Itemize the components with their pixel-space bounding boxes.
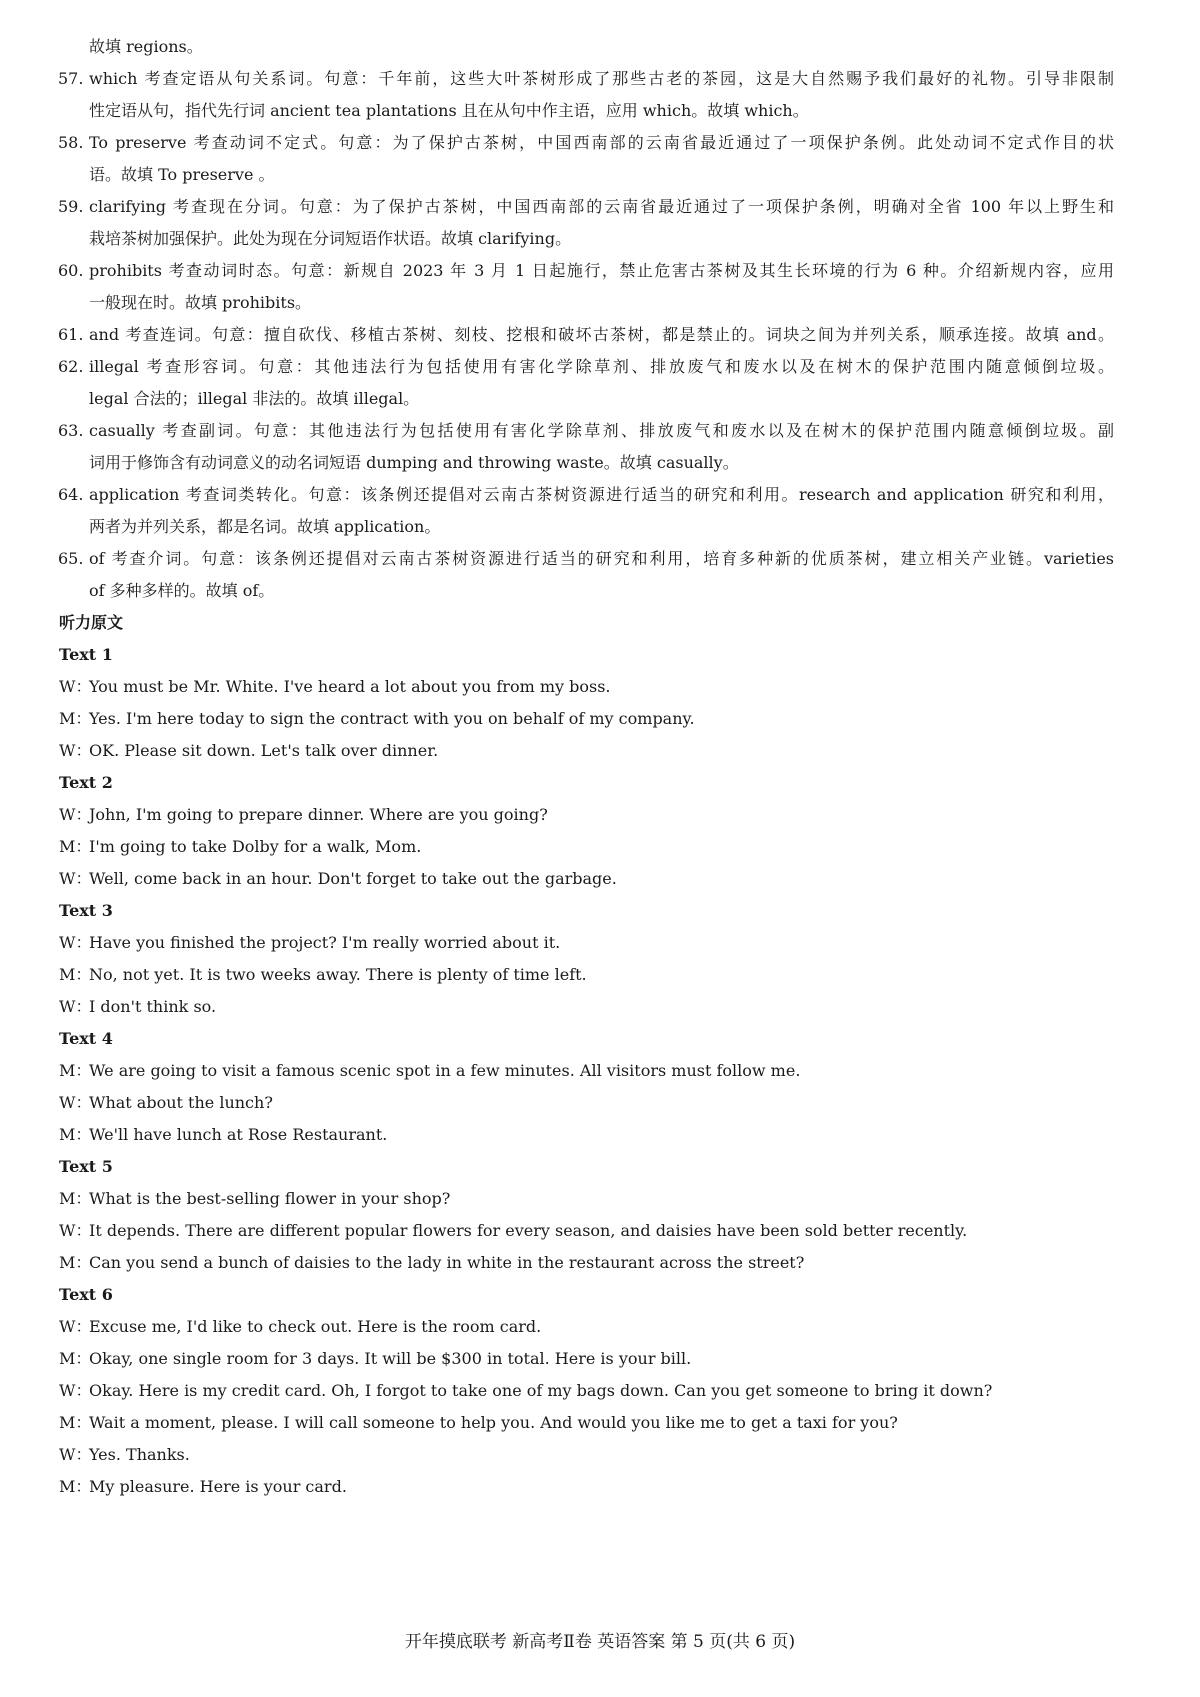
answer-text: prohibits 考查动词时态。句意：新规自 2023 年 3 月 1 日起施行，禁止危害古茶树及其生长环境的行为 6 种。介绍新规内容，应用 [89,261,1114,280]
speaker-label: W： [59,1221,92,1240]
dialogue-text: Okay. Here is my credit card. Oh, I forgot to take one of my bags down. Can you get someone to bring it down? [89,1381,993,1400]
speaker-label: M： [59,837,92,856]
text-2-title-row [0,766,1200,800]
dialogue-line [0,670,1200,704]
dialogue-line [0,1118,1200,1152]
answer-text: 语。故填 To preserve 。 [89,165,275,184]
dialogue-line [0,1470,1200,1504]
answer-item-60-cont [0,286,1200,320]
answer-item-62 [0,350,1200,384]
speaker-label: W： [59,1445,92,1464]
text-title: Text 2 [59,773,113,792]
dialogue-text: Well, come back in an hour. Don't forget to take out the garbage. [89,869,617,888]
dialogue-line [0,1182,1200,1216]
answer-continuation [0,30,1200,64]
text-title: Text 5 [59,1157,113,1176]
answer-item-63 [0,414,1200,448]
dialogue-line [0,862,1200,896]
speaker-label: M： [59,965,92,984]
dialogue-line [0,1310,1200,1344]
dialogue-text: OK. Please sit down. Let's talk over dinner. [89,741,439,760]
answer-item-58 [0,126,1200,160]
speaker-label: M： [59,1253,92,1272]
dialogue-line [0,702,1200,736]
speaker-label: W： [59,933,92,952]
answer-item-58-cont [0,158,1200,192]
answer-text: legal 合法的；illegal 非法的。故填 illegal。 [89,389,420,408]
answer-text: 词用于修饰含有动词意义的动名词短语 dumping and throwing waste。故填 casually。 [89,453,739,472]
speaker-label: W： [59,997,92,1016]
answer-text: of 多种多样的。故填 of。 [89,581,275,600]
dialogue-text: No, not yet. It is two weeks away. There is plenty of time left. [89,965,587,984]
dialogue-text: We are going to visit a famous scenic spot in a few minutes. All visitors must follow me. [89,1061,801,1080]
item-number: 58. [58,133,84,152]
dialogue-line [0,958,1200,992]
dialogue-text: Okay, one single room for 3 days. It will be $300 in total. Here is your bill. [89,1349,692,1368]
item-number: 64. [58,485,84,504]
dialogue-text: Yes. Thanks. [89,1445,190,1464]
listening-section [0,606,1200,640]
answer-item-63-cont [0,446,1200,480]
answer-text: clarifying 考查现在分词。句意：为了保护古茶树，中国西南部的云南省最近通过了一项保护条例，明确对全省 100 年以上野生和 [89,197,1114,216]
dialogue-line [0,1438,1200,1472]
item-number: 65. [58,549,84,568]
item-number: 57. [58,69,84,88]
speaker-label: M： [59,1349,92,1368]
dialogue-text: We'll have lunch at Rose Restaurant. [89,1125,388,1144]
answer-text: and 考查连词。句意：擅自砍伐、移植古茶树、刻枝、挖根和破坏古茶树，都是禁止的。词块之间为并列关系，顺承连接。故填 and。 [89,325,1114,344]
dialogue-line [0,1374,1200,1408]
text-6-title-row [0,1278,1200,1312]
answer-item-61 [0,318,1200,352]
item-number: 60. [58,261,84,280]
text-title: Text 1 [59,645,113,664]
speaker-label: M： [59,709,92,728]
text-title: Text 3 [59,901,113,920]
dialogue-text: My pleasure. Here is your card. [89,1477,347,1496]
answer-item-62-cont [0,382,1200,416]
section-title: 听力原文 [59,613,124,632]
dialogue-text: Wait a moment, please. I will call someone to help you. And would you like me to get a taxi for you? [89,1413,898,1432]
answer-text: To preserve 考查动词不定式。句意：为了保护古茶树，中国西南部的云南省最近通过了一项保护条例。此处动词不定式作目的状 [89,133,1114,152]
text-4-title-row [0,1022,1200,1056]
dialogue-text: Can you send a bunch of daisies to the lady in white in the restaurant across the street? [89,1253,805,1272]
text-3-title-row [0,894,1200,928]
dialogue-text: Yes. I'm here today to sign the contract with you on behalf of my company. [89,709,695,728]
dialogue-text: You must be Mr. White. I've heard a lot about you from my boss. [89,677,611,696]
dialogue-line [0,798,1200,832]
answer-text: of 考查介词。句意：该条例还提倡对云南古茶树资源进行适当的研究和利用，培育多种新的优质茶树，建立相关产业链。varieties [89,549,1114,568]
speaker-label: W： [59,1093,92,1112]
dialogue-text: It depends. There are different popular flowers for every season, and daisies have been sold better recently. [89,1221,968,1240]
dialogue-line [0,990,1200,1024]
dialogue-line [0,1214,1200,1248]
answer-item-65 [0,542,1200,576]
answer-item-59 [0,190,1200,224]
answer-text: 性定语从句，指代先行词 ancient tea plantations 且在从句中作主语，应用 which。故填 which。 [89,101,809,120]
dialogue-line [0,1406,1200,1440]
speaker-label: M： [59,1125,92,1144]
text-1-title-row [0,638,1200,672]
dialogue-line [0,1342,1200,1376]
answer-text: 故填 regions。 [89,37,203,56]
dialogue-line [0,830,1200,864]
answer-text: application 考查词类转化。句意：该条例还提倡对云南古茶树资源进行适当的研究和利用。research and application 研究和利用， [89,485,1114,504]
answer-item-60 [0,254,1200,288]
speaker-label: W： [59,741,92,760]
speaker-label: W： [59,677,92,696]
speaker-label: M： [59,1477,92,1496]
text-title: Text 4 [59,1029,113,1048]
speaker-label: M： [59,1413,92,1432]
item-number: 61. [58,325,84,344]
answer-item-64 [0,478,1200,512]
answer-item-59-cont [0,222,1200,256]
dialogue-text: What about the lunch? [89,1093,273,1112]
speaker-label: W： [59,869,92,888]
dialogue-line [0,734,1200,768]
dialogue-text: What is the best-selling flower in your shop? [89,1189,451,1208]
text-title: Text 6 [59,1285,113,1304]
dialogue-text: Have you finished the project? I'm really worried about it. [89,933,561,952]
answer-item-57-cont [0,94,1200,128]
answer-item-65-cont [0,574,1200,608]
answer-item-57 [0,62,1200,96]
dialogue-text: Excuse me, I'd like to check out. Here is the room card. [89,1317,542,1336]
speaker-label: M： [59,1061,92,1080]
dialogue-line [0,1246,1200,1280]
answer-text: 一般现在时。故填 prohibits。 [89,293,312,312]
speaker-label: W： [59,805,92,824]
dialogue-line [0,1054,1200,1088]
text-5-title-row [0,1150,1200,1184]
dialogue-line [0,1086,1200,1120]
item-number: 59. [58,197,84,216]
answer-text: illegal 考查形容词。句意：其他违法行为包括使用有害化学除草剂、排放废气和废水以及在树木的保护范围内随意倾倒垃圾。 [89,357,1114,376]
dialogue-line [0,926,1200,960]
speaker-label: W： [59,1317,92,1336]
answer-text: 两者为并列关系，都是名词。故填 application。 [89,517,441,536]
answer-item-64-cont [0,510,1200,544]
dialogue-text: I'm going to take Dolby for a walk, Mom. [89,837,422,856]
answer-text: which 考查定语从句关系词。句意：千年前，这些大叶茶树形成了那些古老的茶园，这是大自然赐予我们最好的礼物。引导非限制 [89,69,1114,88]
answer-text: 栽培茶树加强保护。此处为现在分词短语作状语。故填 clarifying。 [89,229,572,248]
speaker-label: W： [59,1381,92,1400]
item-number: 63. [58,421,84,440]
page-footer: 开年摸底联考 新高考Ⅱ卷 英语答案 第 5 页(共 6 页) [404,1632,796,1652]
speaker-label: M： [59,1189,92,1208]
dialogue-text: I don't think so. [89,997,217,1016]
dialogue-text: John, I'm going to prepare dinner. Where are you going? [89,805,548,824]
answer-text: casually 考查副词。句意：其他违法行为包括使用有害化学除草剂、排放废气和废水以及在树木的保护范围内随意倾倒垃圾。副 [89,421,1114,440]
item-number: 62. [58,357,84,376]
